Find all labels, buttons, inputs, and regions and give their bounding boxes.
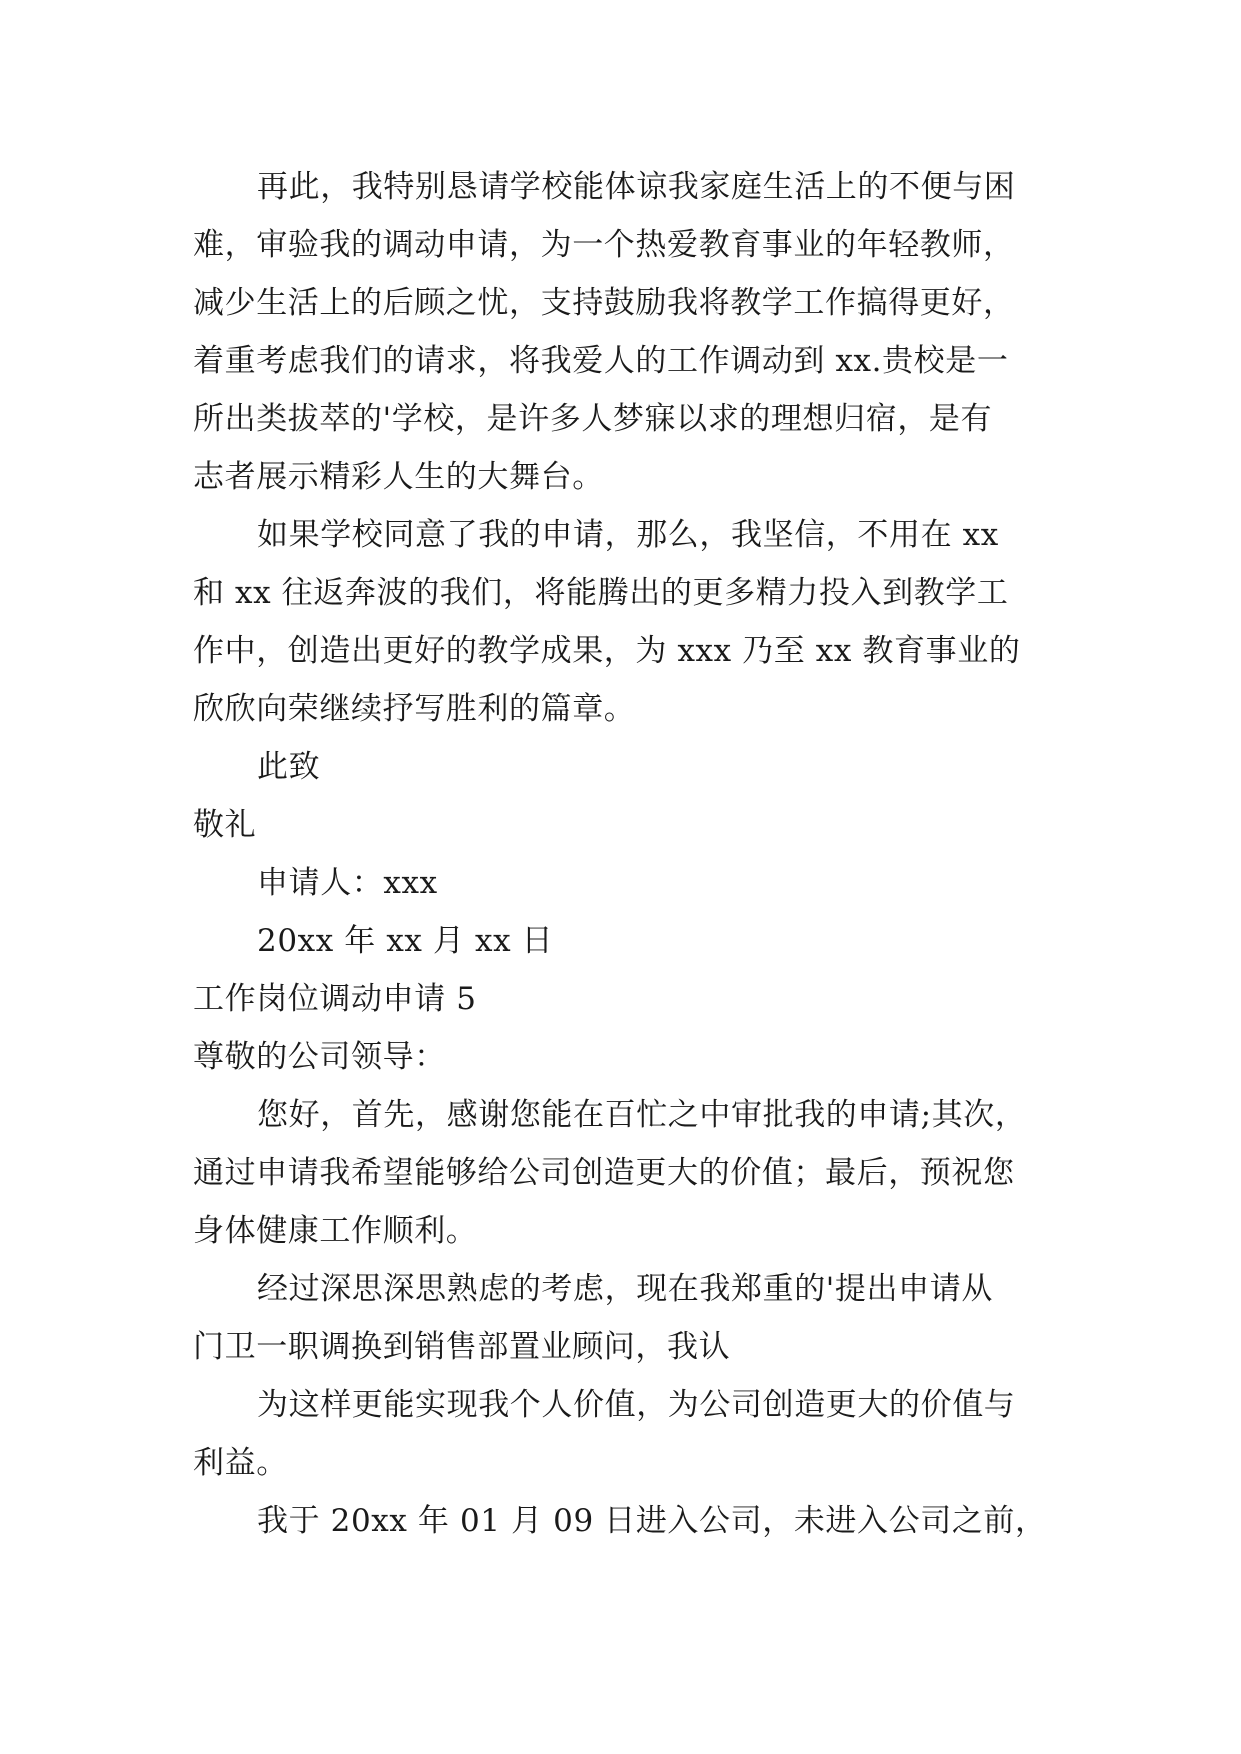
applicant-signature: 申请人：xxx <box>257 865 438 901</box>
text-line-9: 作中，创造出更好的教学成果，为 xxx 乃至 xx 教育事业的 <box>193 633 1021 669</box>
text-line-4: 着重考虑我们的请求，将我爱人的工作调动到 xx.贵校是一 <box>193 343 1009 379</box>
text-line-8: 和 xx 往返奔波的我们，将能腾出的更多精力投入到教学工 <box>193 575 1009 611</box>
text-line-17: 您好，首先，感谢您能在百忙之中审批我的申请;其次， <box>257 1097 1027 1133</box>
text-line-1: 再此，我特别恳请学校能体谅我家庭生活上的不便与困 <box>257 169 1016 205</box>
text-line-18: 通过申请我希望能够给公司创造更大的价值；最后，预祝您 <box>193 1155 1015 1191</box>
section-heading: 工作岗位调动申请 5 <box>193 981 477 1017</box>
text-line-6: 志者展示精彩人生的大舞台。 <box>193 459 604 495</box>
text-line-10: 欣欣向荣继续抒写胜利的篇章。 <box>193 691 636 727</box>
closing-salutation: 此致 <box>257 749 321 785</box>
text-line-21: 门卫一职调换到销售部置业顾问，我认 <box>193 1329 731 1365</box>
text-line-23: 利益。 <box>193 1445 288 1481</box>
text-line-22: 为这样更能实现我个人价值，为公司创造更大的价值与 <box>257 1387 1016 1423</box>
text-line-24: 我于 20xx 年 01 月 09 日进入公司，未进入公司之前， <box>257 1503 1047 1539</box>
closing-regards: 敬礼 <box>193 807 257 843</box>
text-line-7: 如果学校同意了我的申请，那么，我坚信，不用在 xx <box>257 517 999 553</box>
signature-date: 20xx 年 xx 月 xx 日 <box>257 923 554 959</box>
text-line-5: 所出类拔萃的'学校，是许多人梦寐以求的理想归宿，是有 <box>193 401 993 437</box>
text-line-19: 身体健康工作顺利。 <box>193 1213 478 1249</box>
text-line-3: 减少生活上的后顾之忧，支持鼓励我将教学工作搞得更好， <box>193 285 1015 321</box>
text-line-20: 经过深思深思熟虑的考虑，现在我郑重的'提出申请从 <box>257 1271 993 1307</box>
text-line-2: 难，审验我的调动申请，为一个热爱教育事业的年轻教师， <box>193 227 1015 263</box>
letter-greeting: 尊敬的公司领导： <box>193 1039 446 1075</box>
